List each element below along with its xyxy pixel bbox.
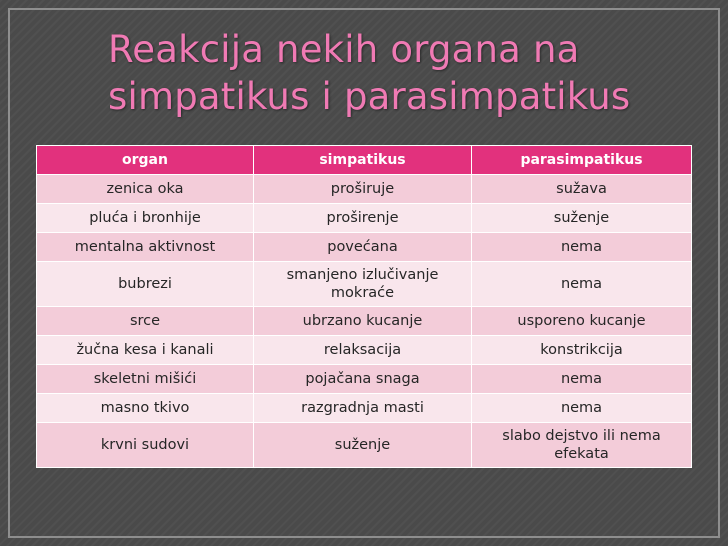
cell-organ: masno tkivo: [37, 394, 254, 423]
organ-reaction-table: [36, 145, 692, 468]
header-simpatikus: simpatikus: [254, 146, 472, 175]
table-row: [37, 204, 692, 233]
cell-simpatikus: povećana: [254, 233, 472, 262]
slide-title-line-2: simpatikus i parasimpatikus: [108, 75, 631, 118]
table-row: [37, 233, 692, 262]
table-header-row: [37, 146, 692, 175]
cell-parasimpatikus: sužava: [472, 175, 692, 204]
table-row: [37, 394, 692, 423]
table-row: [37, 262, 692, 307]
table-row: [37, 307, 692, 336]
cell-organ: zenica oka: [37, 175, 254, 204]
header-organ: organ: [37, 146, 254, 175]
cell-simpatikus: razgradnja masti: [254, 394, 472, 423]
table-row: [37, 365, 692, 394]
cell-parasimpatikus: nema: [472, 262, 692, 307]
cell-parasimpatikus: suženje: [472, 204, 692, 233]
cell-parasimpatikus: usporeno kucanje: [472, 307, 692, 336]
organ-reaction-table-wrap: [36, 145, 691, 468]
slide-title: [108, 26, 708, 120]
cell-organ: srce: [37, 307, 254, 336]
cell-parasimpatikus: nema: [472, 365, 692, 394]
cell-simpatikus: smanjeno izlučivanje mokraće: [254, 262, 472, 307]
cell-simpatikus: relaksacija: [254, 336, 472, 365]
cell-parasimpatikus: konstrikcija: [472, 336, 692, 365]
cell-parasimpatikus: slabo dejstvo ili nema efekata: [472, 423, 692, 468]
cell-organ: mentalna aktivnost: [37, 233, 254, 262]
cell-parasimpatikus: nema: [472, 233, 692, 262]
cell-organ: skeletni mišići: [37, 365, 254, 394]
cell-organ: bubrezi: [37, 262, 254, 307]
slide-title-line-1: Reakcija nekih organa na: [108, 28, 580, 71]
table-row: [37, 336, 692, 365]
cell-simpatikus: ubrzano kucanje: [254, 307, 472, 336]
cell-organ: pluća i bronhije: [37, 204, 254, 233]
cell-simpatikus: proširuje: [254, 175, 472, 204]
cell-parasimpatikus: nema: [472, 394, 692, 423]
cell-organ: krvni sudovi: [37, 423, 254, 468]
cell-simpatikus: suženje: [254, 423, 472, 468]
table-row: [37, 423, 692, 468]
cell-organ: žučna kesa i kanali: [37, 336, 254, 365]
header-parasimpatikus: parasimpatikus: [472, 146, 692, 175]
cell-simpatikus: pojačana snaga: [254, 365, 472, 394]
cell-simpatikus: proširenje: [254, 204, 472, 233]
table-row: [37, 175, 692, 204]
